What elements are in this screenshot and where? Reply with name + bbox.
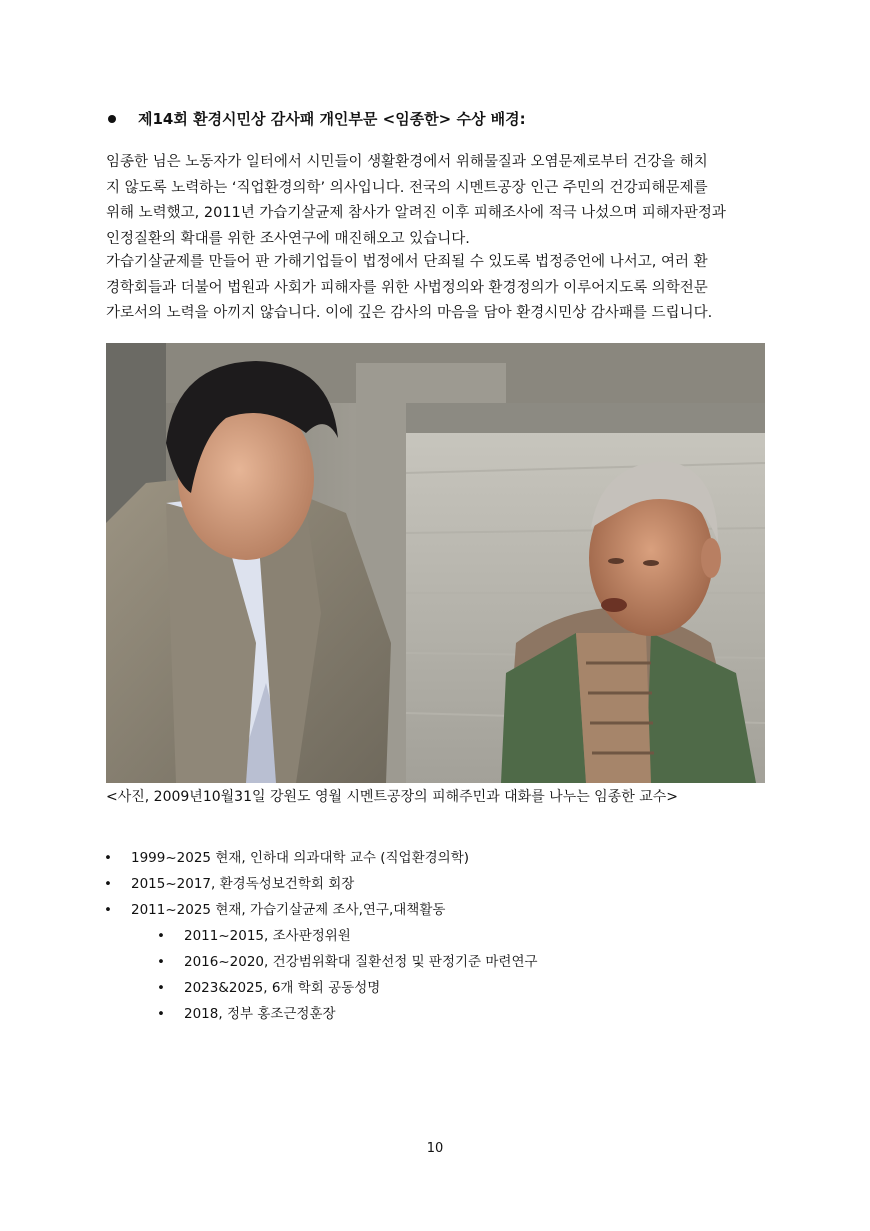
- page-number: 10: [426, 1141, 444, 1156]
- bullet-icon: •: [157, 954, 165, 970]
- bullet-icon: •: [157, 1006, 165, 1022]
- bullet-icon: •: [157, 928, 165, 944]
- paragraph-line: 임종한 님은 노동자가 일터에서 시민들이 생활환경에서 위해물질과 오염문제로부터 건강을 해치: [106, 154, 708, 170]
- photo-caption: <사진, 2009년10월31일 강원도 영월 시멘트공장의 피해주민과 대화를 나누는 임종한 교수>: [106, 789, 678, 805]
- bullet-icon: [108, 115, 116, 123]
- section-heading: [108, 108, 526, 129]
- list-item-text: 2016~2020, 건강범위확대 질환선정 및 판정기준 마련연구: [184, 954, 538, 970]
- paragraph-award-background: [106, 150, 768, 252]
- list-item-text: 2018, 정부 홍조근정훈장: [184, 1006, 336, 1022]
- paragraph-line: 인정질환의 확대를 위한 조사연구에 매진해오고 있습니다.: [106, 230, 470, 247]
- bullet-icon: •: [104, 876, 112, 892]
- paragraph-line: 가로서의 노력을 아끼지 않습니다. 이에 깊은 감사의 마음을 담아 환경시민상 감사패를 드립니다.: [106, 305, 713, 321]
- list-item-text: 2011~2025 현재, 가습기살균제 조사,연구,대책활동: [131, 902, 446, 918]
- photo: [106, 343, 765, 783]
- list-item-text: 2023&2025, 6개 학회 공동성명: [184, 980, 381, 996]
- paragraph-award-activities: [106, 250, 768, 327]
- bullet-icon: •: [157, 980, 165, 996]
- paragraph-line: 경학회들과 더불어 법원과 사회가 피해자를 위한 사법정의와 환경정의가 이루어지도록 의학전문: [106, 279, 708, 296]
- bullet-icon: •: [104, 850, 112, 866]
- paragraph-line: 지 않도록 노력하는 ‘직업환경의학’ 의사입니다. 전국의 시멘트공장 인근 주민의 건강피해문제를: [106, 179, 708, 196]
- list-item-text: 2015~2017, 환경독성보건학회 회장: [131, 876, 355, 892]
- bullet-icon: •: [104, 902, 112, 918]
- list-item-text: 2011~2015, 조사판정위원: [184, 928, 351, 944]
- section-heading-text: 제14회 환경시민상 감사패 개인부문 <임종한> 수상 배경:: [138, 110, 526, 128]
- paragraph-line: 위해 노력했고, 2011년 가습기살균제 참사가 알려진 이후 피해조사에 적극 나섰으며 피해자판정과: [106, 205, 726, 221]
- paragraph-line: 가습기살균제를 만들어 판 가해기업들이 법정에서 단죄될 수 있도록 법정증언에 나서고, 여러 환: [106, 254, 708, 270]
- list-item-text: 1999~2025 현재, 인하대 의과대학 교수 (직업환경의학): [131, 850, 470, 866]
